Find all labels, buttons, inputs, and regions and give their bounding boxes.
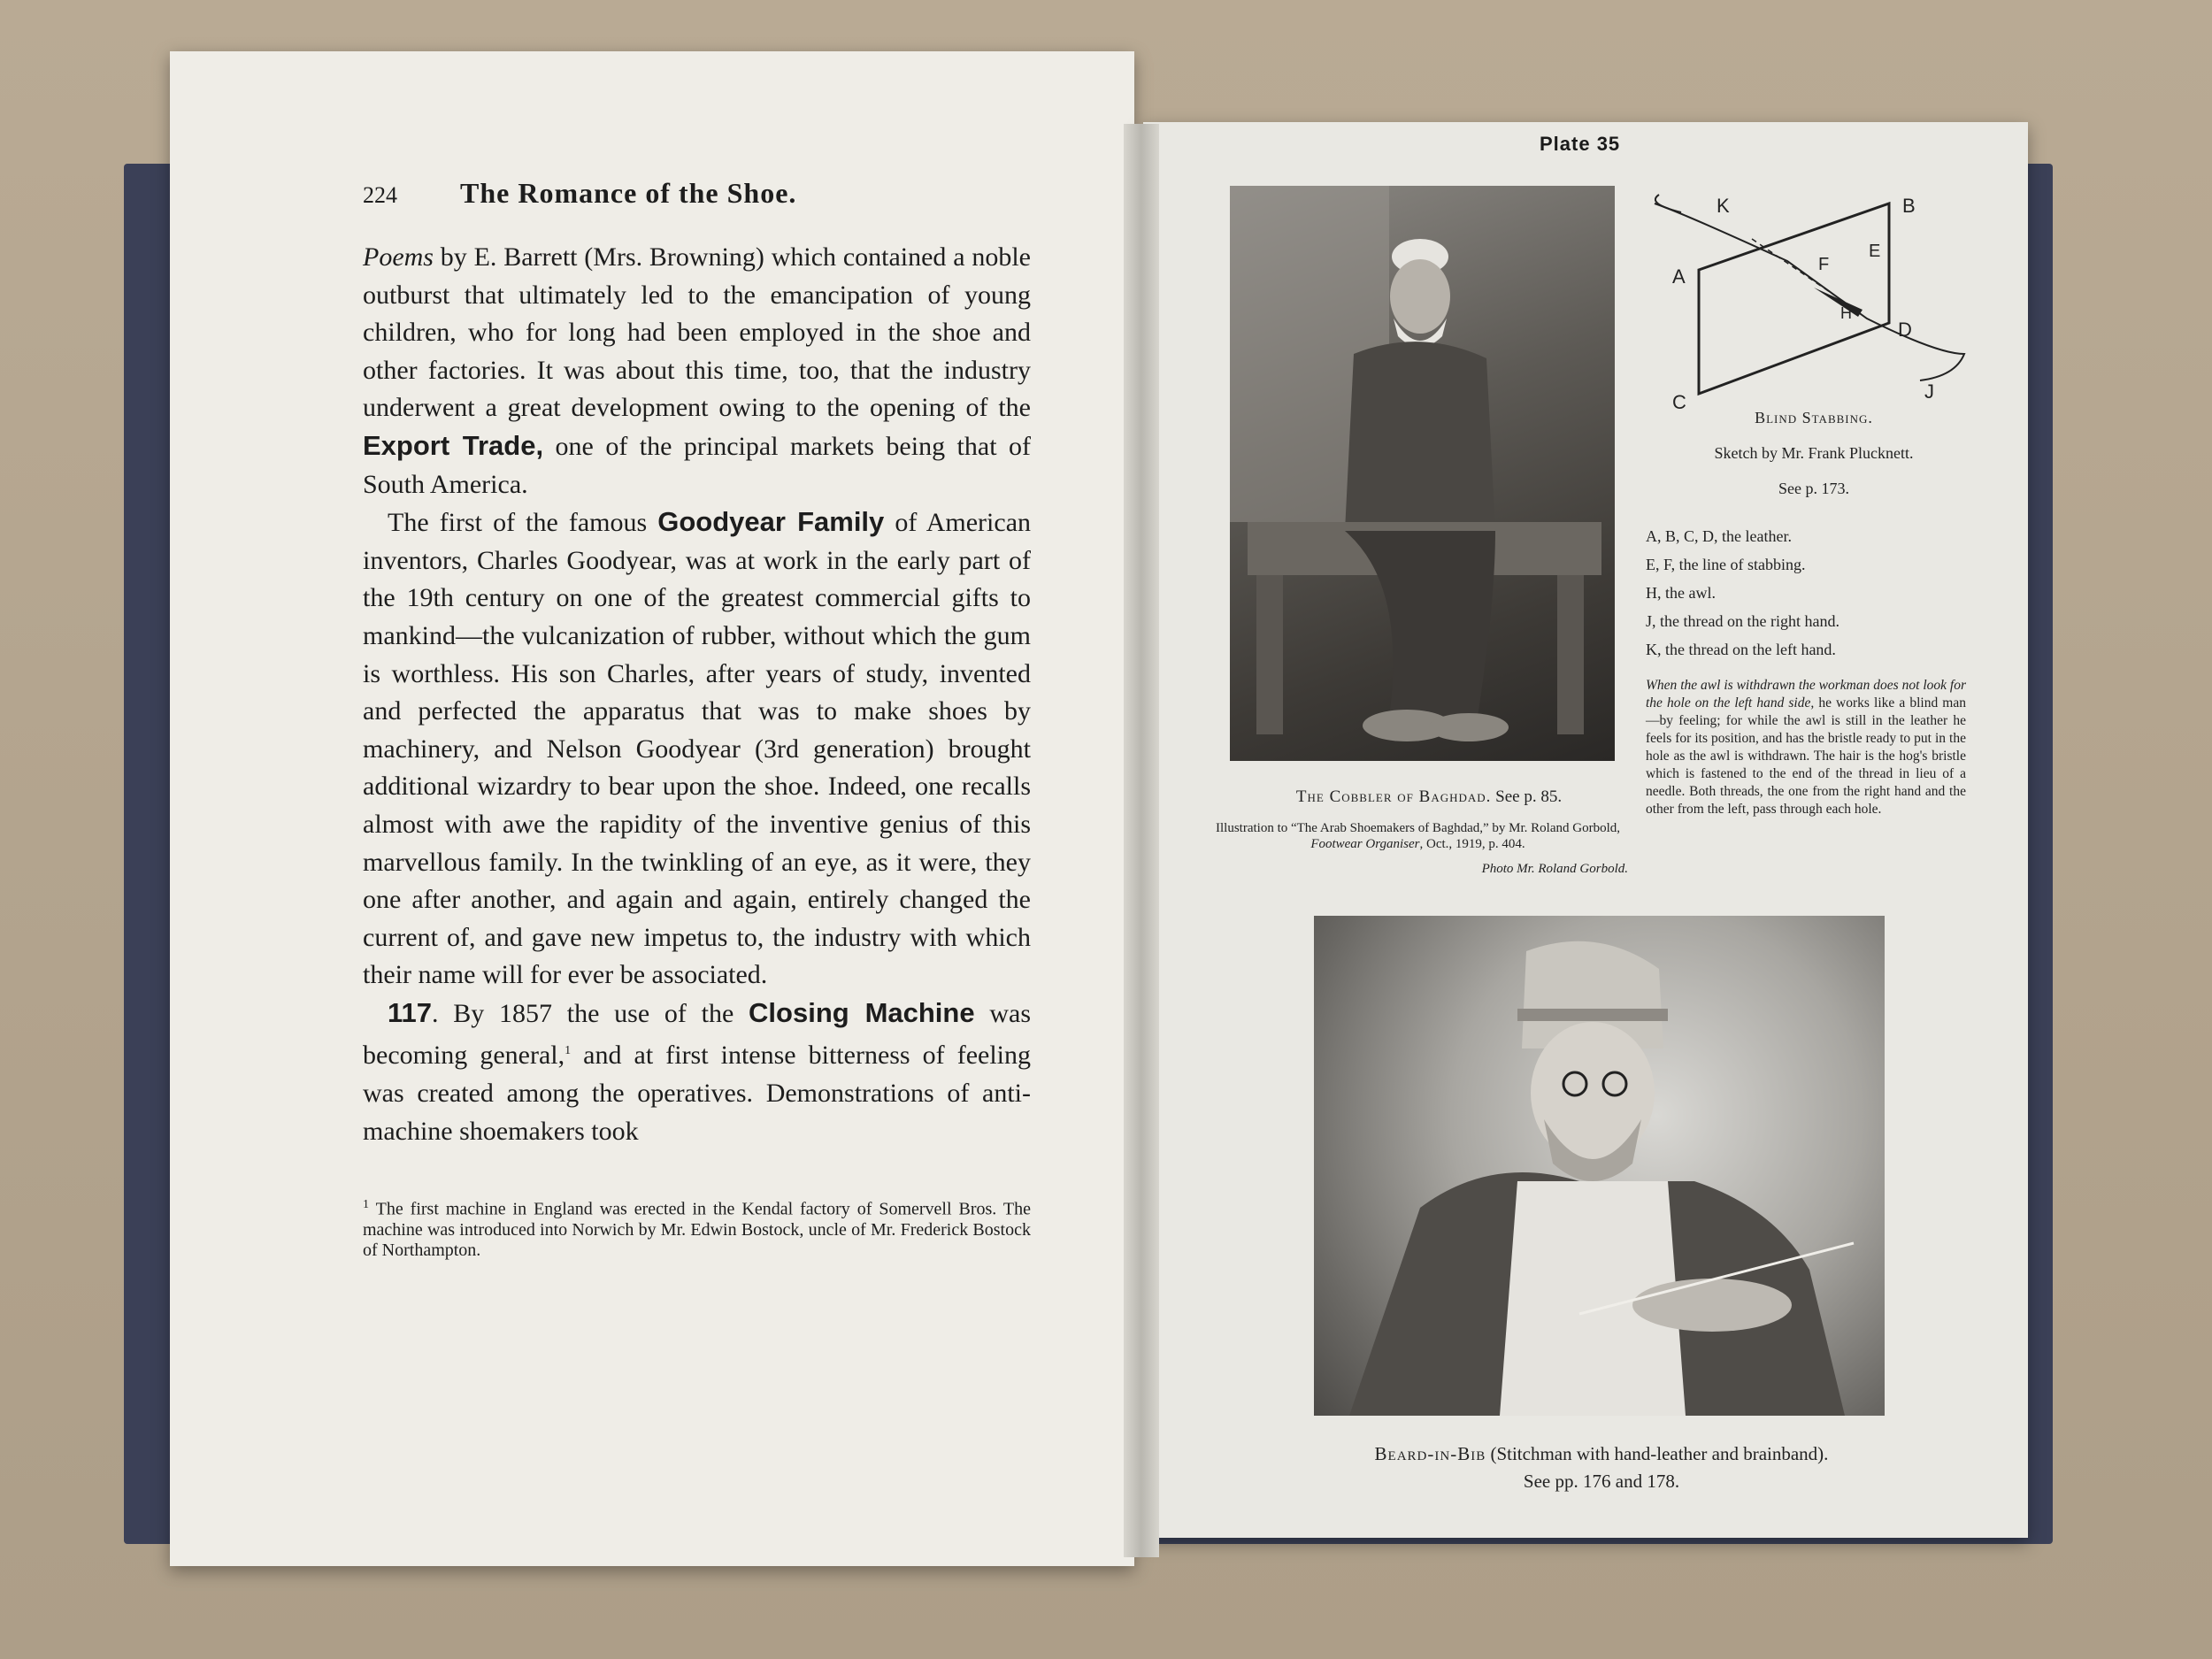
photo-credit: Photo Mr. Roland Gorbold. bbox=[1481, 862, 1628, 876]
paragraph-3 bbox=[363, 995, 1031, 1150]
p1-text-a: by E. Barrett (Mrs. Browning) which contained a noble outburst that ultimately led to the emancipation of young children, who for long had been employed in the shoe and other factories. It was about this time, too, that the industry underwent a great development owing to the opening of the bbox=[363, 242, 1031, 423]
stitchman-caption-ref: See pp. 176 and 178. bbox=[1523, 1471, 1680, 1492]
legend-item: A, B, C, D, the leather. bbox=[1646, 527, 1792, 545]
footnote-marker: 1 bbox=[565, 1044, 572, 1058]
cobbler-illustration-note bbox=[1208, 820, 1628, 852]
legend-item: E, F, the line of stabbing. bbox=[1646, 556, 1806, 573]
diagram-label-a: A bbox=[1672, 265, 1686, 288]
legend-item: J, the thread on the right hand. bbox=[1646, 612, 1839, 630]
note-text: he works like a blind man—by feeling; for while the awl is still in the leather he feels for its position, and has the bristle ready to put in the hole as the awl is withdrawn. The hair is the hog's bristle which is fastened to the end of the thread in lieu of a needle. Both threads, the one from the right hand and the other from the left, pass through each hole. bbox=[1646, 695, 1966, 817]
illustration-note-b: , Oct., 1919, p. 404. bbox=[1419, 837, 1525, 851]
p3-text-c: and at first intense bitterness of feeling was created among the operatives. Demonstrations of anti-machine shoemakers took bbox=[363, 1041, 1031, 1146]
p3-text-b: was becoming general, bbox=[363, 998, 1032, 1071]
stitchman-caption-rest: (Stitchman with hand-leather and brainband). bbox=[1486, 1443, 1829, 1464]
plate-label: Plate 35 bbox=[1540, 133, 1621, 155]
blind-stabbing-sketch bbox=[1646, 186, 1982, 416]
diagram-label-c: C bbox=[1672, 391, 1686, 413]
page-number: 224 bbox=[363, 182, 397, 208]
diagram-sketch-credit: Sketch by Mr. Frank Plucknett. bbox=[1714, 444, 1914, 462]
paragraph-1 bbox=[363, 239, 1031, 503]
export-trade-heading: Export Trade, bbox=[363, 429, 544, 461]
italic-poems: Poems bbox=[363, 242, 434, 272]
cobbler-photo bbox=[1230, 186, 1615, 761]
footnote-number: 1 bbox=[363, 1198, 369, 1212]
note-italic: When the awl is withdrawn the workman does not look for the hole on the left hand side, bbox=[1646, 678, 1966, 710]
footnote bbox=[363, 1194, 1031, 1261]
illustration-note-a: Illustration to “The Arab Shoemakers of Baghdad,” by Mr. Roland Gorbold, bbox=[1216, 821, 1620, 835]
cobbler-figure-illustration bbox=[1230, 186, 1615, 761]
section-number: 117 bbox=[388, 996, 433, 1028]
running-title: The Romance of the Shoe. bbox=[460, 177, 797, 209]
stitchman-caption-line1 bbox=[1256, 1440, 1947, 1468]
paragraph-2 bbox=[363, 503, 1031, 995]
legend-item: K, the thread on the left hand. bbox=[1646, 641, 1836, 658]
p2-text-a: The first of the famous bbox=[388, 508, 658, 538]
stitchman-illustration bbox=[1314, 916, 1885, 1416]
blind-stabbing-note bbox=[1646, 677, 1966, 818]
legend-item: H, the awl. bbox=[1646, 584, 1716, 602]
stitchman-caption-title: Beard-in-Bib bbox=[1374, 1443, 1486, 1464]
p2-text-b: of American inventors, Charles Goodyear, was at work in the early part of the 19th century on one of the greatest commercial gifts to mankind—the vulcanization of rubber, without which the gum is worthless. His son Charles, after years of study, invented and perfected the apparatus that was to make shoes by machinery, and Nelson Goodyear (3rd generation) brought additional wizardry to bear upon the shoe. Indeed, one recalls almost with awe the rapidity of the inventive genius of this marvellous family. In the twinkling of an eye, as it were, they one after another, and again and again, entirely changed the current of, and gave new impetus to, the industry with which their name will for ever be associated. bbox=[363, 508, 1032, 990]
p3-text-a: . By 1857 the use of the bbox=[432, 998, 749, 1028]
cobbler-caption-title: The Cobbler of Baghdad. bbox=[1295, 787, 1492, 806]
stitchman-figure-illustration bbox=[1314, 916, 1885, 1416]
blind-stabbing-diagram bbox=[1646, 186, 1982, 416]
closing-machine-heading: Closing Machine bbox=[749, 996, 975, 1028]
running-head bbox=[363, 177, 1031, 239]
diagram-see-ref: See p. 173. bbox=[1778, 480, 1849, 497]
footnote-text: The first machine in England was erected in the Kendal factory of Somervell Bros. The machine was introduced into Norwich by Mr. Edwin Bostock, uncle of Mr. Frederick Bostock of Northampton. bbox=[363, 1199, 1031, 1260]
p1-text-b: one of the principal markets being that of South America. bbox=[363, 431, 1031, 499]
goodyear-family-heading: Goodyear Family bbox=[657, 506, 885, 538]
left-page-text bbox=[363, 177, 1031, 1279]
diagram-title: Blind Stabbing. bbox=[1755, 409, 1873, 426]
illustration-note-italic: Footwear Organiser bbox=[1310, 837, 1420, 851]
cobbler-caption bbox=[1230, 787, 1628, 807]
diagram-label-d: D bbox=[1898, 319, 1912, 341]
book-gutter bbox=[1124, 124, 1159, 1557]
diagram-label-h: H bbox=[1840, 304, 1852, 322]
diagram-label-f: F bbox=[1818, 255, 1830, 274]
diagram-label-j: J bbox=[1924, 380, 1934, 403]
cobbler-caption-ref: See p. 85. bbox=[1491, 787, 1563, 806]
diagram-label-k: K bbox=[1717, 195, 1730, 217]
diagram-legend bbox=[1646, 522, 1982, 664]
diagram-label-e: E bbox=[1869, 242, 1881, 261]
stitchman-caption bbox=[1256, 1440, 1947, 1495]
diagram-label-b: B bbox=[1902, 195, 1916, 217]
